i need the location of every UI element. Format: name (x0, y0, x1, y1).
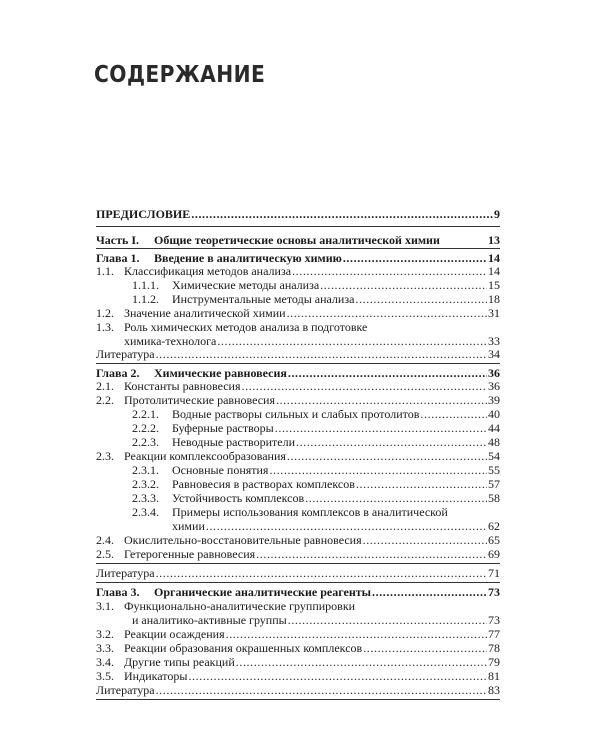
toc-entry-section[interactable] (96, 627, 500, 641)
toc-entry-page: 55 (488, 463, 500, 477)
toc-entry-section[interactable] (96, 533, 500, 547)
toc-entry-section[interactable] (96, 669, 500, 683)
toc-entry-number: 1.1.2. (132, 292, 159, 306)
toc-entry-page: 58 (488, 491, 500, 505)
toc-entry-page: 34 (488, 347, 500, 361)
toc-entry-page: 36 (488, 379, 500, 393)
divider (96, 363, 500, 364)
toc-entry-page: 39 (488, 393, 500, 407)
toc-entry-literature[interactable] (96, 683, 500, 697)
toc-entry-section[interactable] (96, 379, 500, 393)
toc-entry-page: 78 (488, 641, 500, 655)
toc-entry-number: 1.2. (96, 306, 114, 320)
toc-entry-title: Окислительно-восстановительные равновесия (124, 533, 362, 547)
toc-entry-page: 71 (488, 566, 500, 580)
toc-entry-section[interactable] (96, 264, 500, 278)
toc-entry-number: 2.3.1. (132, 463, 159, 477)
toc-entry-title: Устойчивость комплексов (172, 491, 305, 505)
toc-entry-subsection[interactable] (96, 292, 500, 306)
toc-entry-number: Глава 3. (96, 585, 140, 599)
toc-entry-subsection[interactable] (96, 407, 500, 421)
toc-entry-page: 65 (488, 533, 500, 547)
toc-entry-section[interactable] (96, 393, 500, 407)
toc-entry-section[interactable] (96, 320, 500, 334)
page-title: СОДЕРЖАНИЕ (94, 62, 266, 88)
toc-entry-page: 57 (488, 477, 500, 491)
toc-entry-number: 3.4. (96, 655, 114, 669)
toc-entry-page: 15 (488, 278, 500, 292)
divider (96, 248, 500, 249)
toc-entry-section[interactable] (96, 655, 500, 669)
divider (96, 582, 500, 583)
toc-entry-page: 69 (488, 547, 500, 561)
toc-entry-page: 62 (488, 519, 500, 533)
toc-entry-number: 2.3.2. (132, 477, 159, 491)
toc-entry-number: 2.3. (96, 449, 114, 463)
toc-entry-title-continued: и аналитико-активные группы (132, 613, 287, 627)
toc-entry-title: ПРЕДИСЛОВИЕ (96, 207, 191, 221)
toc-entry-page: 54 (488, 449, 500, 463)
toc-entry-section[interactable] (96, 641, 500, 655)
toc-entry-title: Химические равновесия (154, 366, 287, 380)
toc-entry-title: Введение в аналитическую химию (154, 251, 342, 265)
toc-entry-chapter[interactable] (96, 251, 500, 265)
toc-entry-page: 44 (488, 421, 500, 435)
toc-entry-number: 2.2. (96, 393, 114, 407)
toc-entry-page: 18 (488, 292, 500, 306)
toc-entry-title: Другие типы реакций (124, 655, 235, 669)
toc-entry-number: 2.3.4. (132, 505, 159, 519)
toc-entry-chapter[interactable] (96, 366, 500, 380)
toc-entry-title: Функционально-аналитические группировки (124, 599, 356, 613)
toc-entry-title: Роль химических методов анализа в подготовке (124, 320, 368, 334)
toc-entry-section[interactable] (96, 547, 500, 561)
toc-entry-title: Реакции осаждения (124, 627, 225, 641)
toc-entry-page: 48 (488, 435, 500, 449)
toc-entry-title: Буферные растворы (172, 421, 274, 435)
toc-entry-title: Водные растворы сильных и слабых протолитов (172, 407, 420, 421)
divider (96, 699, 500, 700)
toc-entry-page: 83 (488, 683, 500, 697)
toc-entry-subsection[interactable] (96, 477, 500, 491)
toc-entry-number: Глава 1. (96, 251, 140, 265)
toc-entry-number: 1.1. (96, 264, 114, 278)
toc-entry-section[interactable] (96, 599, 500, 613)
toc-entry-title: Протолитические равновесия (124, 393, 275, 407)
toc-entry-number: 2.4. (96, 533, 114, 547)
toc-entry-page: 36 (488, 366, 500, 380)
toc-entry-subsection[interactable] (96, 435, 500, 449)
toc-entry-number: 3.5. (96, 669, 114, 683)
toc-entry-title-continued: химии (172, 519, 205, 533)
toc-entry-number: 3.2. (96, 627, 114, 641)
toc-entry-literature[interactable] (96, 566, 500, 580)
toc-entry-number: 2.2.3. (132, 435, 159, 449)
toc-entry-title: Примеры использования комплексов в аналитической (172, 505, 448, 519)
toc-entry-title: Гетерогенные равновесия (124, 547, 256, 561)
toc-entry-section-continued[interactable] (96, 334, 500, 348)
toc-entry-page: 77 (488, 627, 500, 641)
toc-entry-number: Часть I. (96, 233, 140, 247)
toc-entry-number: 1.3. (96, 320, 114, 334)
toc-entry-title: Органические аналитические реагенты (154, 585, 371, 599)
toc-entry-title: Равновесия в растворах комплексов (172, 477, 355, 491)
divider (96, 563, 500, 564)
toc-entry-number: 3.3. (96, 641, 114, 655)
toc-entry-chapter[interactable] (96, 585, 500, 599)
toc-entry-title: Значение аналитической химии (124, 306, 286, 320)
toc-entry-title: Индикаторы (124, 669, 188, 683)
toc-entry-number: 2.5. (96, 547, 114, 561)
toc-entry-title: Реакции комплексообразования (124, 449, 286, 463)
toc-entry-title: Литература (96, 347, 155, 361)
toc-entry-section-continued[interactable] (96, 613, 500, 627)
toc-entry-page: 33 (488, 334, 500, 348)
toc-entry-number: 1.1.1. (132, 278, 159, 292)
toc-entry-page: 79 (488, 655, 500, 669)
toc-entry-subsection[interactable] (96, 505, 500, 519)
toc-entry-number: 2.1. (96, 379, 114, 393)
toc-entry-subsection[interactable] (96, 491, 500, 505)
toc-entry-subsection[interactable] (96, 278, 500, 292)
toc-entry-title: Реакции образования окрашенных комплексов (124, 641, 363, 655)
toc-entry-title: Неводные растворители (172, 435, 296, 449)
toc-entry-number: 2.3.3. (132, 491, 159, 505)
toc-entry-number: Глава 2. (96, 366, 140, 380)
toc-entry-page: 73 (488, 613, 500, 627)
toc-entry-subsection[interactable] (96, 463, 500, 477)
toc-entry-preface[interactable] (96, 207, 500, 221)
toc-entry-page: 73 (488, 585, 500, 599)
toc-entry-part[interactable] (96, 233, 500, 247)
toc-entry-title: Константы равновесия (124, 379, 241, 393)
toc-entry-section[interactable] (96, 449, 500, 463)
toc-entry-page: 13 (488, 233, 500, 247)
divider (96, 226, 500, 227)
toc-entry-subsection-continued[interactable] (96, 519, 500, 533)
toc-entry-title: Литература (96, 566, 155, 580)
toc-entry-title: Инструментальные методы анализа (172, 292, 355, 306)
toc-entry-number: 3.1. (96, 599, 114, 613)
toc-entry-page: 40 (488, 407, 500, 421)
toc-entry-page: 31 (488, 306, 500, 320)
toc-entry-subsection[interactable] (96, 421, 500, 435)
toc-entry-number: 2.2.2. (132, 421, 159, 435)
toc-entry-page: 14 (488, 264, 500, 278)
toc-entry-number: 2.2.1. (132, 407, 159, 421)
toc-entry-page: 14 (488, 251, 500, 265)
toc-entry-title: Литература (96, 683, 155, 697)
toc-entry-title-continued: химика-технолога (124, 334, 217, 348)
toc-entry-title: Классификация методов анализа (124, 264, 292, 278)
toc-entry-page: 81 (488, 669, 500, 683)
toc-entry-section[interactable] (96, 306, 500, 320)
toc-entry-literature[interactable] (96, 347, 500, 361)
toc-entry-title: Основные понятия (172, 463, 269, 477)
toc-entry-title: Общие теоретические основы аналитической химии (154, 233, 440, 247)
toc-entry-page: 9 (494, 207, 500, 221)
toc-entry-title: Химические методы анализа (172, 278, 320, 292)
